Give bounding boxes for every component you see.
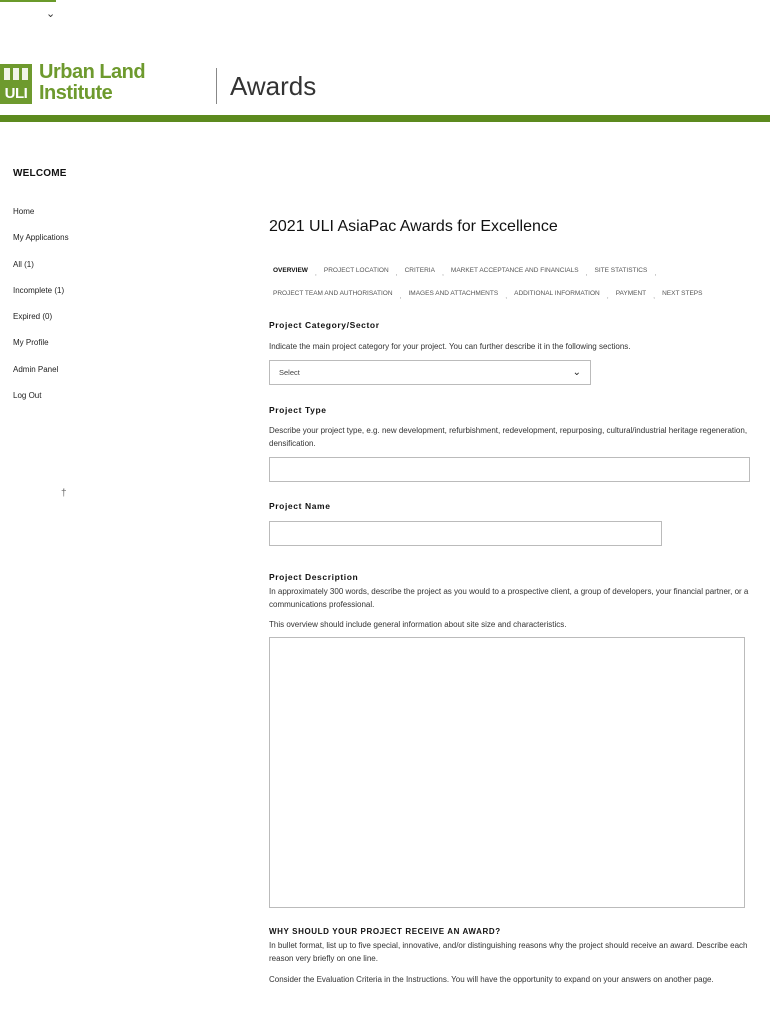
award-label: WHY SHOULD YOUR PROJECT RECEIVE AN AWARD? xyxy=(269,927,501,936)
header-rule xyxy=(0,115,770,122)
sidebar-item-log-out[interactable]: Log Out xyxy=(13,391,42,401)
category-help: Indicate the main project category for your project. You can further describe it in the following sections. xyxy=(269,342,631,351)
site-title: Awards xyxy=(230,71,317,101)
tab-next-steps[interactable]: NEXT STEPS xyxy=(662,290,703,297)
name-label: Project Name xyxy=(269,501,331,511)
tab-payment[interactable]: PAYMENT xyxy=(615,290,647,297)
sidebar-item-my-profile[interactable]: My Profile xyxy=(13,338,49,348)
sidebar-item-incomplete[interactable]: Incomplete (1) xyxy=(13,285,65,295)
sidebar-item-my-applications[interactable]: My Applications xyxy=(13,233,69,243)
tab-additional-information[interactable]: ADDITIONAL INFORMATION xyxy=(514,290,600,297)
project-type-input[interactable] xyxy=(269,457,750,482)
logo-bars xyxy=(4,68,28,80)
page-title: 2021 ULI AsiaPac Awards for Excellence xyxy=(269,218,558,235)
tab-separator: , xyxy=(653,293,656,300)
tab-market-acceptance[interactable]: MARKET ACCEPTANCE AND FINANCIALS xyxy=(450,267,579,274)
category-selected-value: Select xyxy=(279,368,300,377)
sidebar-nav xyxy=(13,207,69,417)
sidebar-item-all[interactable]: All (1) xyxy=(13,259,34,269)
tab-separator: , xyxy=(395,270,398,277)
tab-site-statistics[interactable]: SITE STATISTICS xyxy=(594,267,648,274)
sidebar-item-admin-panel[interactable]: Admin Panel xyxy=(13,364,59,374)
category-select[interactable] xyxy=(269,360,591,385)
tab-separator: , xyxy=(505,293,508,300)
project-description-textarea[interactable] xyxy=(269,637,745,908)
form-tabs xyxy=(269,259,749,305)
tab-row-1 xyxy=(269,259,749,282)
tab-images-attachments[interactable]: IMAGES AND ATTACHMENTS xyxy=(408,290,499,297)
logo-line-2: Institute xyxy=(39,82,113,104)
tab-separator: , xyxy=(606,293,609,300)
tab-project-location[interactable]: PROJECT LOCATION xyxy=(323,267,389,274)
type-help: Describe your project type, e.g. new development, refurbishment, redevelopment, repurposing, cultural/industrial heritage regeneration, densification. xyxy=(269,426,748,448)
sidebar-item-home[interactable]: Home xyxy=(13,207,35,216)
chevron-down-icon: ⌄ xyxy=(572,367,581,378)
description-help-1: In approximately 300 words, describe the project as you would to a prospective client, a group of developers, your financial partner, or a communications professional. xyxy=(269,587,749,609)
text-cursor-icon: † xyxy=(61,488,67,499)
tab-separator: , xyxy=(654,270,657,277)
logo-line-1: Urban Land xyxy=(39,61,146,83)
uli-logo-text[interactable] xyxy=(39,62,145,104)
tab-criteria[interactable]: CRITERIA xyxy=(404,267,435,274)
category-label: Project Category/Sector xyxy=(269,320,380,330)
tab-separator: , xyxy=(585,270,588,277)
tab-row-2 xyxy=(269,282,749,305)
sidebar-heading: WELCOME xyxy=(13,168,67,179)
description-help-2: This overview should include general information about site size and characteristics. xyxy=(269,620,567,629)
header-divider xyxy=(216,68,217,104)
description-label: Project Description xyxy=(269,572,359,582)
sidebar-item-expired[interactable]: Expired (0) xyxy=(13,312,53,322)
tab-separator: , xyxy=(314,270,317,277)
award-help-1: In bullet format, list up to five special, innovative, and/or distinguishing reasons why the project should receive an award. Describe each reason very briefly on one line. xyxy=(269,941,748,963)
award-help-2: Consider the Evaluation Criteria in the Instructions. You will have the opportunity to expand on your answers on another page. xyxy=(269,975,714,984)
logo-mark-text: ULI xyxy=(4,85,28,102)
project-name-input[interactable] xyxy=(269,521,662,546)
tab-overview[interactable]: OVERVIEW xyxy=(273,267,308,274)
tab-project-team[interactable]: PROJECT TEAM AND AUTHORISATION xyxy=(273,290,393,297)
tab-separator: , xyxy=(399,293,402,300)
type-label: Project Type xyxy=(269,405,327,415)
tab-separator: , xyxy=(441,270,444,277)
top-accent-line xyxy=(0,0,56,2)
uli-logo-mark[interactable] xyxy=(0,64,32,104)
chevron-down-icon[interactable]: ⌄ xyxy=(46,8,56,20)
